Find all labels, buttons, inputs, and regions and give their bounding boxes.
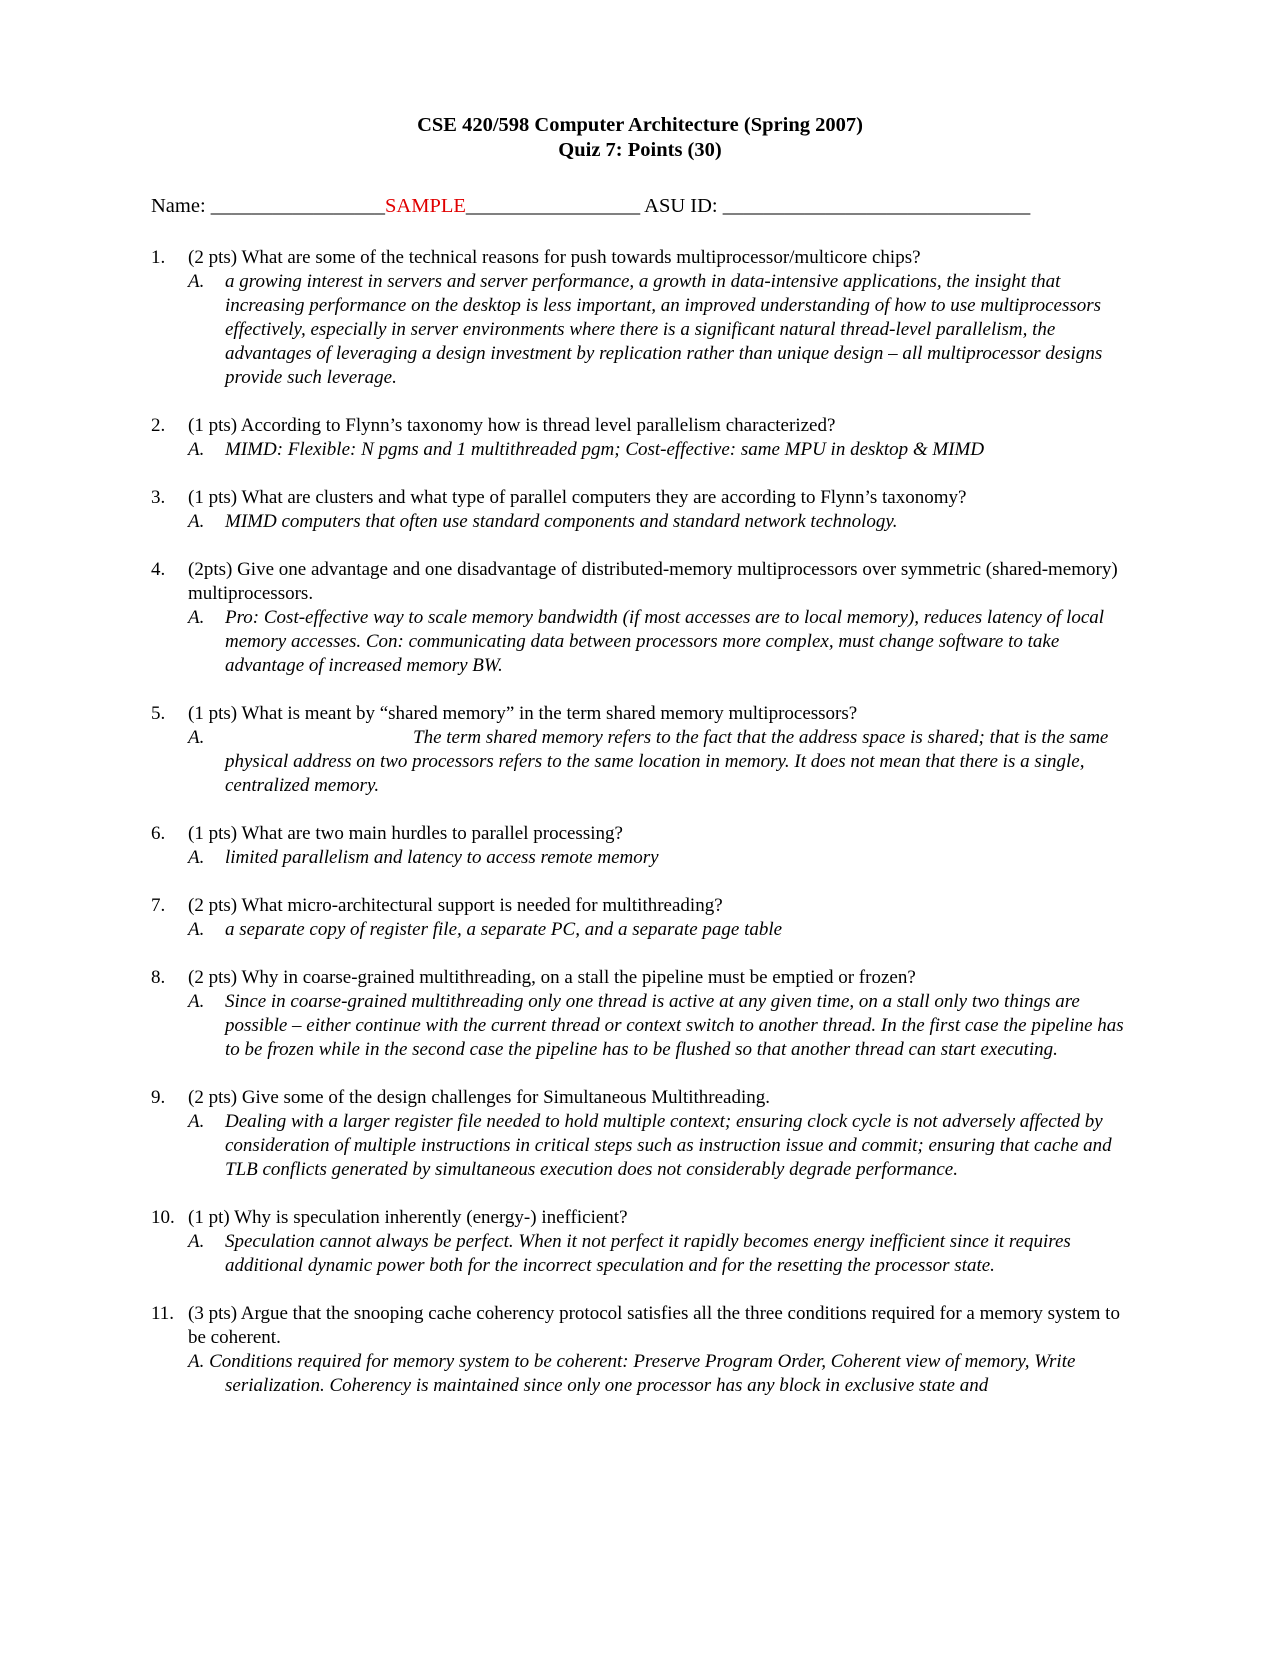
question-3	[151, 486, 1141, 534]
quiz-title: Quiz 7: Points (30)	[558, 139, 722, 161]
question-number: 8.	[151, 967, 166, 988]
answer-text: MIMD computers that often use standard components and standard network technology.	[225, 511, 898, 532]
course-title: CSE 420/598 Computer Architecture (Spring 2007)	[417, 114, 863, 136]
answer-label: A.	[188, 847, 205, 868]
answer-text: Since in coarse-grained multithreading only one thread is active at any given time, on a stall only two things are possible – either continue with the current thread or context switch to another thread. In the first case the pipeline has to be frozen while in the second case the pipeline has to be flushed so that another thread can start executing.	[225, 991, 1124, 1060]
question-text: (2 pts) What are some of the technical reasons for push towards multiprocessor/multicore chips?	[188, 247, 921, 268]
question-6	[151, 822, 1141, 870]
question-10	[151, 1206, 1141, 1278]
question-text: (1 pts) What is meant by “shared memory” in the term shared memory multiprocessors?	[188, 703, 858, 724]
answer-label: A.	[188, 271, 205, 292]
answer-label: A.	[188, 607, 205, 628]
question-number: 11.	[151, 1303, 175, 1324]
question-text: (2 pts) What micro-architectural support is needed for multithreading?	[188, 895, 723, 916]
name-id-line	[151, 194, 1141, 219]
document-title	[0, 113, 1280, 163]
answer-label: A.	[188, 1111, 205, 1132]
question-number: 3.	[151, 487, 166, 508]
question-number: 6.	[151, 823, 166, 844]
answer-label: A.	[188, 991, 205, 1012]
answer-label: A.	[188, 511, 205, 532]
question-text: (1 pts) What are clusters and what type of parallel computers they are according to Flynn’s taxonomy?	[188, 487, 967, 508]
answer-label: A.	[188, 1231, 205, 1252]
answer-text: MIMD: Flexible: N pgms and 1 multithreaded pgm; Cost-effective: same MPU in desktop & MIMD	[225, 439, 985, 460]
answer-text	[188, 1350, 1141, 1398]
question-text: (1 pt) Why is speculation inherently (energy-) inefficient?	[188, 1207, 628, 1228]
question-4	[151, 558, 1141, 678]
question-number: 9.	[151, 1087, 166, 1108]
question-2	[151, 414, 1141, 462]
answer-body: Conditions required for memory system to be coherent: Preserve Program Order, Coherent view of memory, Write serialization. Coherency is maintained since only one processor has any block in exclusive state and	[209, 1351, 1076, 1396]
question-number: 1.	[151, 247, 166, 268]
answer-label: A.	[188, 439, 205, 460]
question-text: (1 pts) What are two main hurdles to parallel processing?	[188, 823, 623, 844]
answer-label: A.	[188, 1351, 205, 1372]
question-list	[151, 246, 1141, 1422]
answer-text: limited parallelism and latency to access remote memory	[225, 847, 659, 868]
question-number: 5.	[151, 703, 166, 724]
answer-text: Dealing with a larger register file needed to hold multiple context; ensuring clock cycle is not adversely affected by consideration of multiple instructions in critical steps such as instruction issue and commit; ensuring that cache and TLB conflicts generated by simultaneous execution does not considerably degrade performance.	[225, 1111, 1112, 1180]
answer-text: Pro: Cost-effective way to scale memory bandwidth (if most accesses are to local memory), reduces latency of local memory accesses. Con: communicating data between processors more complex, must change software to take advantage of increased memory BW.	[225, 607, 1105, 676]
answer-label: A.	[188, 919, 205, 940]
question-1	[151, 246, 1141, 390]
asu-id-label: _________________ ASU ID: ______________________________	[465, 195, 1031, 217]
question-9	[151, 1086, 1141, 1182]
answer-text	[225, 726, 1141, 798]
answer-text: a separate copy of register file, a separate PC, and a separate page table	[225, 919, 783, 940]
question-number: 2.	[151, 415, 166, 436]
question-8	[151, 966, 1141, 1062]
question-number: 4.	[151, 559, 166, 580]
answer-text: a growing interest in servers and server performance, a growth in data-intensive applications, the insight that increasing performance on the desktop is less important, an improved understanding of how to use multiprocessors effectively, especially in server environments where there is a significant natural thread-level parallelism, the advantages of leveraging a design investment by replication rather than unique design – all multiprocessor designs provide such leverage.	[225, 271, 1103, 388]
question-text: (3 pts) Argue that the snooping cache coherency protocol satisfies all the three conditions required for a memory system to be coherent.	[188, 1303, 1120, 1348]
answer-text: Speculation cannot always be perfect. When it not perfect it rapidly becomes energy inefficient since it requires additional dynamic power both for the incorrect speculation and for the resetting the processor state.	[225, 1231, 1071, 1276]
name-value: SAMPLE	[385, 195, 466, 217]
question-text: (2 pts) Why in coarse-grained multithreading, on a stall the pipeline must be emptied or frozen?	[188, 967, 916, 988]
question-text: (1 pts) According to Flynn’s taxonomy how is thread level parallelism characterized?	[188, 415, 836, 436]
question-number: 10.	[151, 1207, 175, 1228]
question-text: (2 pts) Give some of the design challenges for Simultaneous Multithreading.	[188, 1087, 771, 1108]
question-number: 7.	[151, 895, 166, 916]
question-11	[151, 1302, 1141, 1398]
answer-body: The term shared memory refers to the fact that the address space is shared; that is the same physical address on two processors refers to the same location in memory. It does not mean that there is a single, centralized memory.	[225, 727, 1109, 796]
name-label: Name: _________________	[151, 195, 386, 217]
question-5	[151, 702, 1141, 798]
question-text: (2pts) Give one advantage and one disadvantage of distributed-memory multiprocessors over symmetric (shared-memory) multiprocessors.	[188, 559, 1118, 604]
question-7	[151, 894, 1141, 942]
answer-label: A.	[188, 727, 205, 748]
